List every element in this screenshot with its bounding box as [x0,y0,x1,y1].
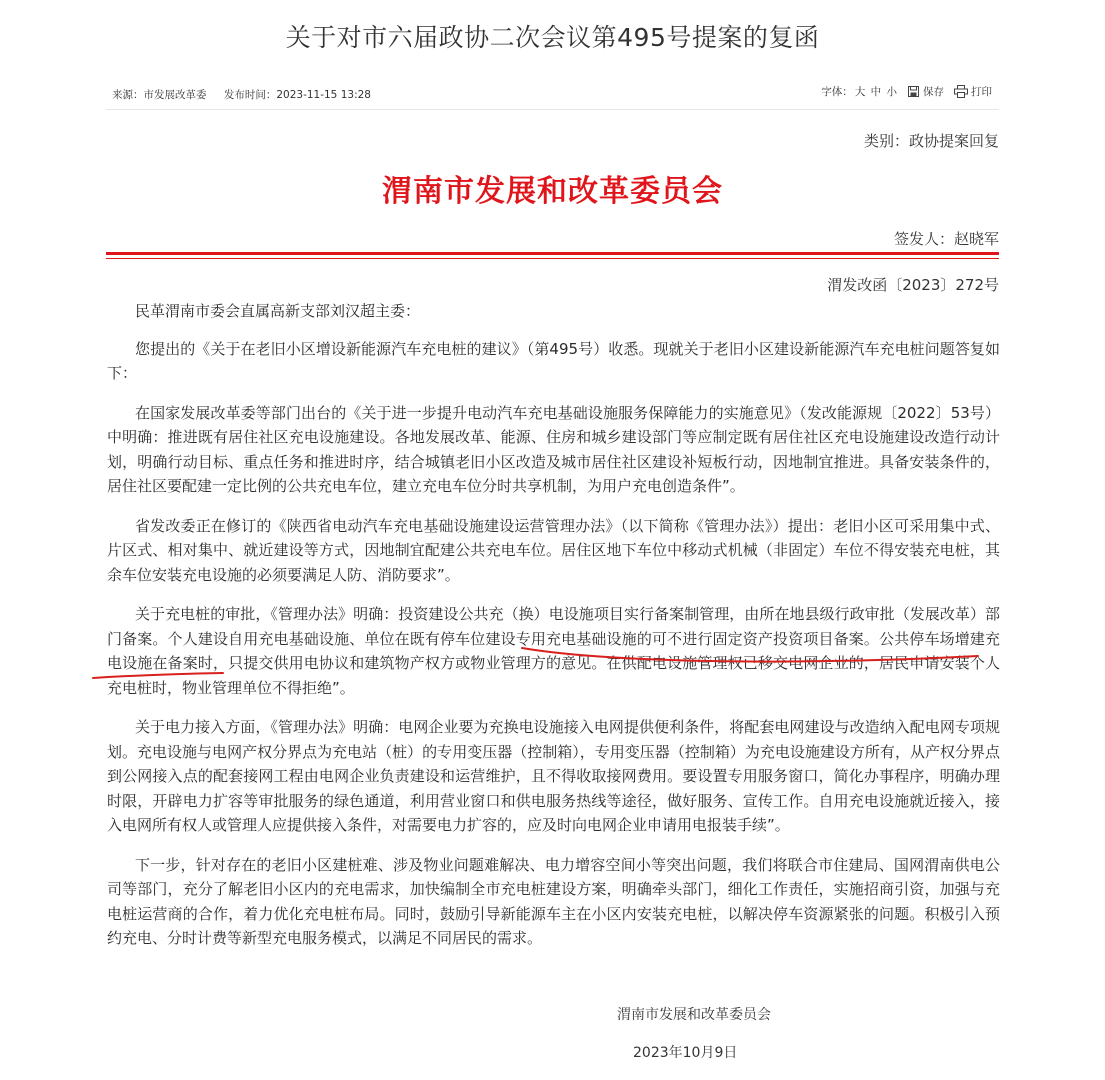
paragraph-next-steps: 下一步，针对存在的老旧小区建桩难、涉及物业问题难解决、电力增容空间小等突出问题，我们将联合市住建局、国网渭南供电公司等部门，充分了解老旧小区内的充电需求，加快编制全市充电桩建设方案，明确牵头部门，细化工作责任，实施招商引资，加强与充电桩运营商的合作，着力优化充电桩布局。同时，鼓励引导新能源车主在小区内安装充电桩，以解决停车资源紧张的问题。积极引入预约充电、分时计费等新型充电服务模式，以满足不同居民的需求。 [107,855,1000,947]
page-title: 关于对市六届政协二次会议第495号提案的复函 [285,23,820,52]
signing-date: 2023年10月9日 [633,1045,738,1061]
font-size-control [821,84,897,99]
paragraph-power-access: 关于电力接入方面，《管理办法》明确：电网企业要为充换电设施接入电网提供便利条件，将配套电网建设与改造纳入配电网专项规划。充电设施与电网产权分界点为充电站（桩）的专用变压器（控制箱），专用变压器（控制箱）为充电设施建设方所有，从产权分界点到公网接入点的配套接网工程由电网企业负责建设和运营维护，且不得收取接网费用。要设置专用服务窗口，简化办事程序，明确办理时限，开辟电力扩容等审批服务的绿色通道，利用营业窗口和供电服务热线等途径，做好服务、宣传工作。自用充电设施就近接入，接入电网所有权人或管理人应提供接入条件，对需要电力扩容的，应及时向电网企业申请用电报装手续”。 [107,718,1000,834]
meta-bar [112,84,992,104]
header-red-rule [106,252,999,255]
paragraph-acknowledgement: 您提出的《关于在老旧小区增设新能源汽车充电桩的建议》（第495号）收悉。现就关于老旧小区建设新能源汽车充电桩问题答复如下： [107,339,1000,382]
doc-number: 渭发改函〔2023〕272号 [827,276,999,294]
toolbar [821,84,992,99]
save-label: 保存 [923,86,944,98]
paragraph-provincial-policy: 省发改委正在修订的《陕西省电动汽车充电基础设施建设运营管理办法》（以下简称《管理办法》）提出：老旧小区可采用集中式、片区式、相对集中、就近建设等方式，因地制宜配建公共充电车位。居住区地下车位中移动式机械（非固定）车位不得安装充电桩，其余车位安装充电设施的必须要满足人防、消防要求”。 [107,516,1000,584]
letter-body [107,299,1000,966]
publish-time: 发布时间：2023-11-15 13:28 [223,89,371,101]
salutation: 民革渭南市委会直属高新支部刘汉超主委： [135,302,421,320]
meta-info [112,87,385,102]
category-label: 类别：政协提案回复 [863,132,999,150]
printer-icon [954,85,968,98]
paragraph-national-policy: 在国家发展改革委等部门出台的《关于进一步提升电动汽车充电基础设施服务保障能力的实施意见》（发改能源规〔2022〕53号）中明确：推进既有居住社区充电设施建设。各地发展改革、能源、住房和城乡建设部门等应制定既有居住社区充电设施建设改造行动计划，明确行动目标、重点任务和推进时序，结合城镇老旧小区改造及城市居住社区建设补短板行动，因地制宜推进。具备安装条件的，居住社区要配建一定比例的公共充电车位，建立充电车位分时共享机制，为用户充电创造条件”。 [107,403,1000,495]
paragraph-approval: 关于充电桩的审批，《管理办法》明确：投资建设公共充（换）电设施项目实行备案制管理，由所在地县级行政审批（发展改革）部门备案。个人建设自用充电基础设施、单位在既有停车位建设专用充电基础设施的可不进行固定资产投资项目备案。公共停车场增建充电设施在备案时，只提交供用电协议和建筑物产权方或物业管理方的意见。在供配电设施管理权已移交电网企业的，居民申请安装个人充电桩时，物业管理单位不得拒绝”。 [107,605,1000,697]
font-size-label: 字体： [821,86,853,98]
signer: 签发人：赵晓军 [893,230,999,248]
print-button[interactable] [954,84,992,99]
signing-organization: 渭南市发展和改革委员会 [617,1007,771,1023]
header-red-rule-thin [106,258,999,259]
save-icon [907,85,920,98]
font-size-small[interactable]: 小 [886,86,897,98]
org-header: 渭南市发展和改革委员会 [382,174,723,209]
font-size-medium[interactable]: 中 [870,86,882,98]
print-label: 打印 [971,86,992,98]
divider [106,109,999,110]
save-button[interactable] [907,84,944,99]
font-size-large[interactable]: 大 [854,86,866,98]
source-label: 来源：市发展改革委 [112,89,207,101]
